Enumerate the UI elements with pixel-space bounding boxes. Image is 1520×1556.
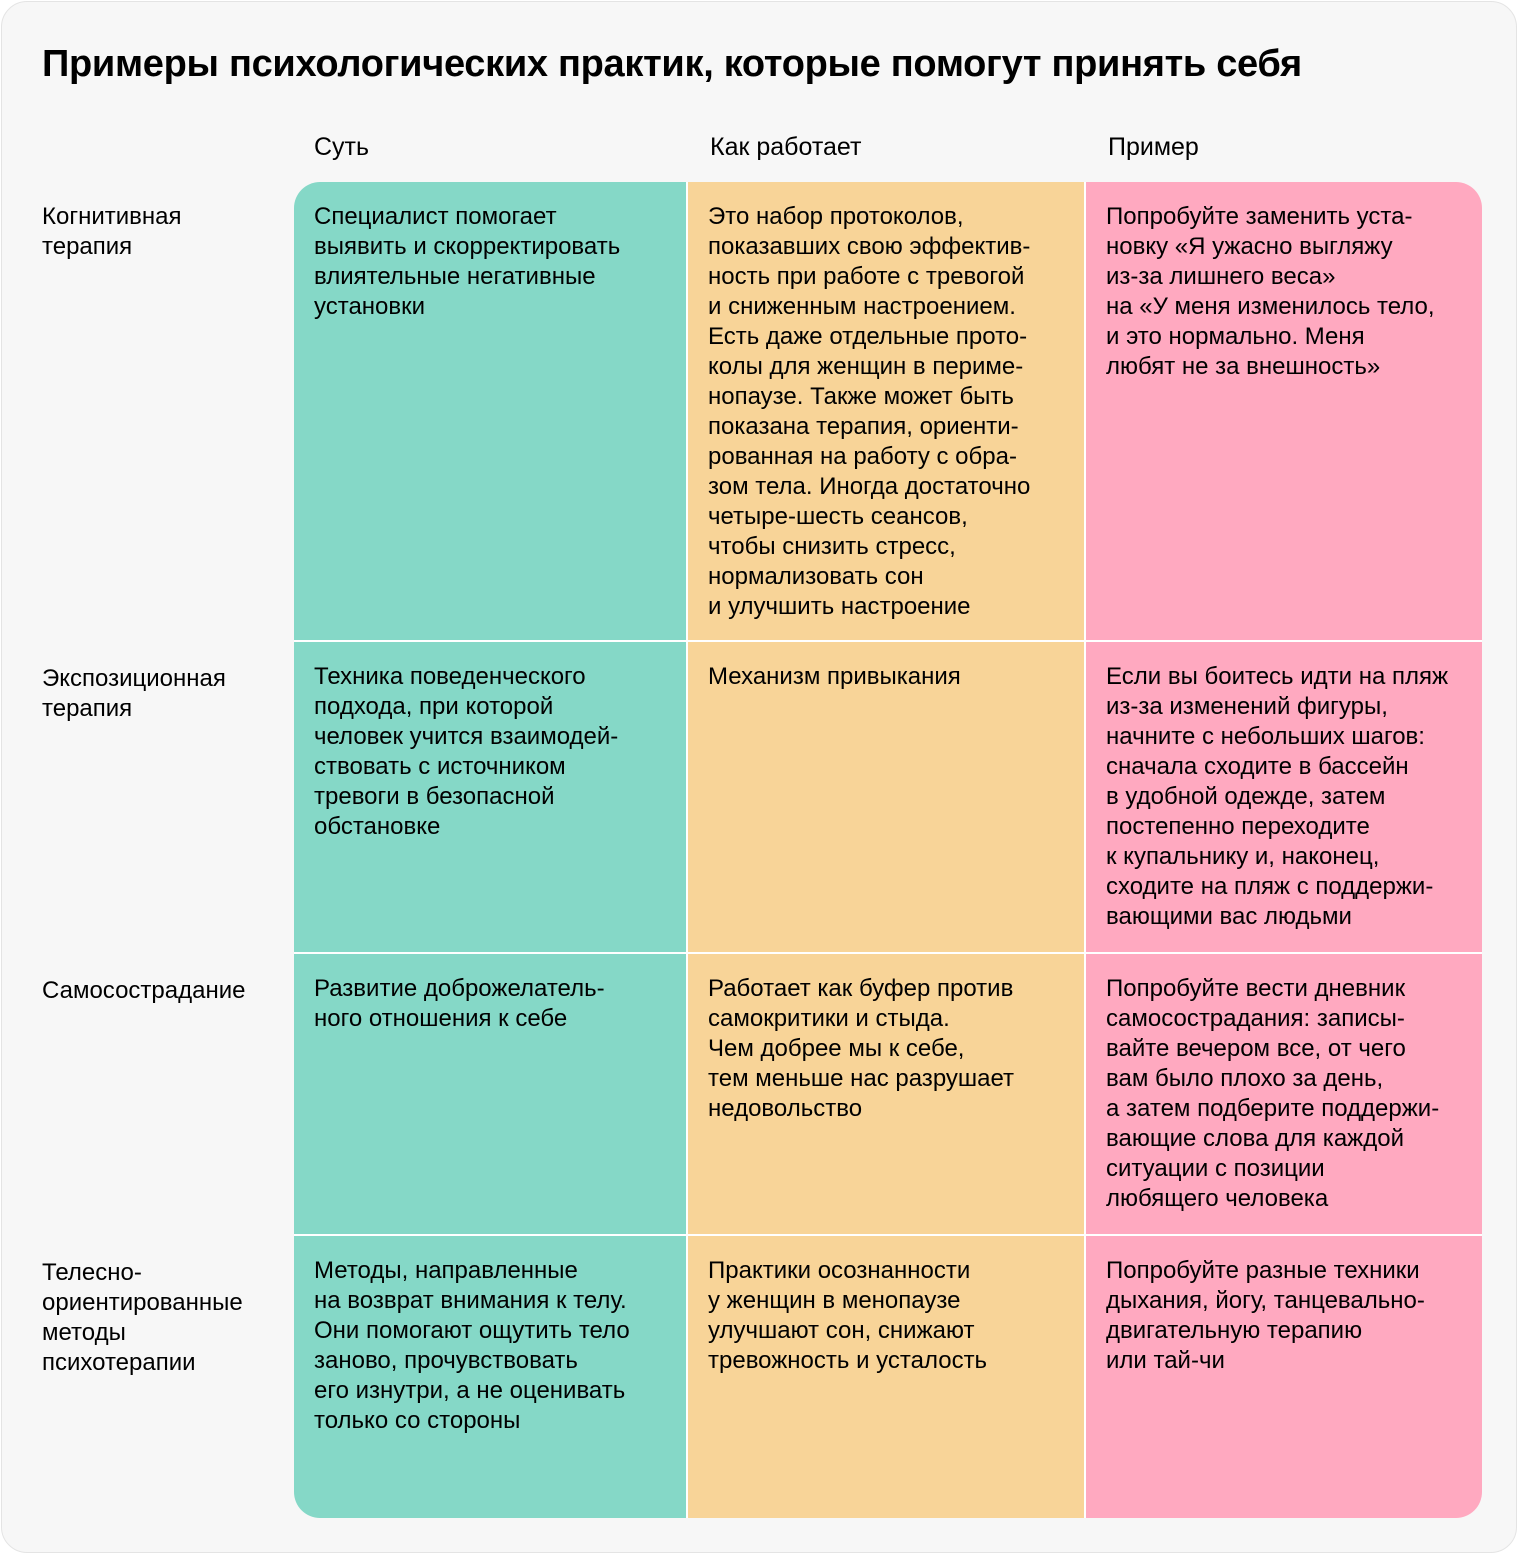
row-label-self-compassion: Самосострадание [42,977,246,1004]
column-header-how-it-works: Как работает [710,133,862,161]
table-cell-essence: Специалист помогает выявить и скорректировать влиятельные негативные установки [294,182,688,642]
table-cell-how-it-works: Работает как буфер против самокритики и стыда. Чем добрее мы к себе, тем меньше нас разрушает недовольство [688,954,1086,1236]
column-header-essence: Суть [314,133,370,161]
row-label-cognitive-therapy: Когнитивная терапия [42,203,182,260]
column-header-example: Пример [1108,133,1199,161]
table-cell-example: Попробуйте заменить уста- новку «Я ужасно выгляжу из-за лишнего веса» на «У меня изменилось тело, и это нормально. Меня любят не за внешность» [1086,182,1482,642]
table-cell-example: Если вы боитесь идти на пляж из-за изменений фигуры, начните с небольших шагов: сначала сходите в бассейн в удобной одежде, затем постепенно переходите к купальнику и, наконец, сходите на пляж с поддержи- вающими вас людьми [1086,642,1482,954]
table-cell-essence: Развитие доброжелатель- ного отношения к себе [294,954,688,1236]
infographic-card [1,1,1517,1553]
table-cell-how-it-works: Механизм привыкания [688,642,1086,954]
table-cell-how-it-works: Это набор протоколов, показавших свою эффектив- ность при работе с тревогой и сниженным настроением. Есть даже отдельные прото- колы для женщин в периме- нопаузе. Также может быть показана терапия, ориенти- рованная на работу с обра- зом тела. Иногда достаточно четыре-шесть сеансов, чтобы снизить стресс, нормализовать сон и улучшить настроение [688,182,1086,642]
table-cell-how-it-works: Практики осознанности у женщин в менопаузе улучшают сон, снижают тревожность и усталость [688,1236,1086,1518]
practices-table [294,182,1482,1518]
table-cell-example: Попробуйте разные техники дыхания, йогу, танцевально- двигательную терапию или тай-чи [1086,1236,1482,1518]
table-cell-essence: Методы, направленные на возврат внимания к телу. Они помогают ощутить тело заново, прочувствовать его изнутри, а не оценивать только со стороны [294,1236,688,1518]
row-label-exposure-therapy: Экспозиционная терапия [42,665,226,722]
page-title: Примеры психологических практик, которые помогут принять себя [42,43,1302,85]
table-cell-essence: Техника поведенческого подхода, при которой человек учится взаимодей- ствовать с источником тревоги в безопасной обстановке [294,642,688,954]
row-label-body-oriented-therapy: Телесно- ориентированные методы психотерапии [42,1259,243,1376]
table-cell-example: Попробуйте вести дневник самосострадания: записы- вайте вечером все, от чего вам было плохо за день, а затем подберите поддержи- вающие слова для каждой ситуации с позиции любящего человека [1086,954,1482,1236]
